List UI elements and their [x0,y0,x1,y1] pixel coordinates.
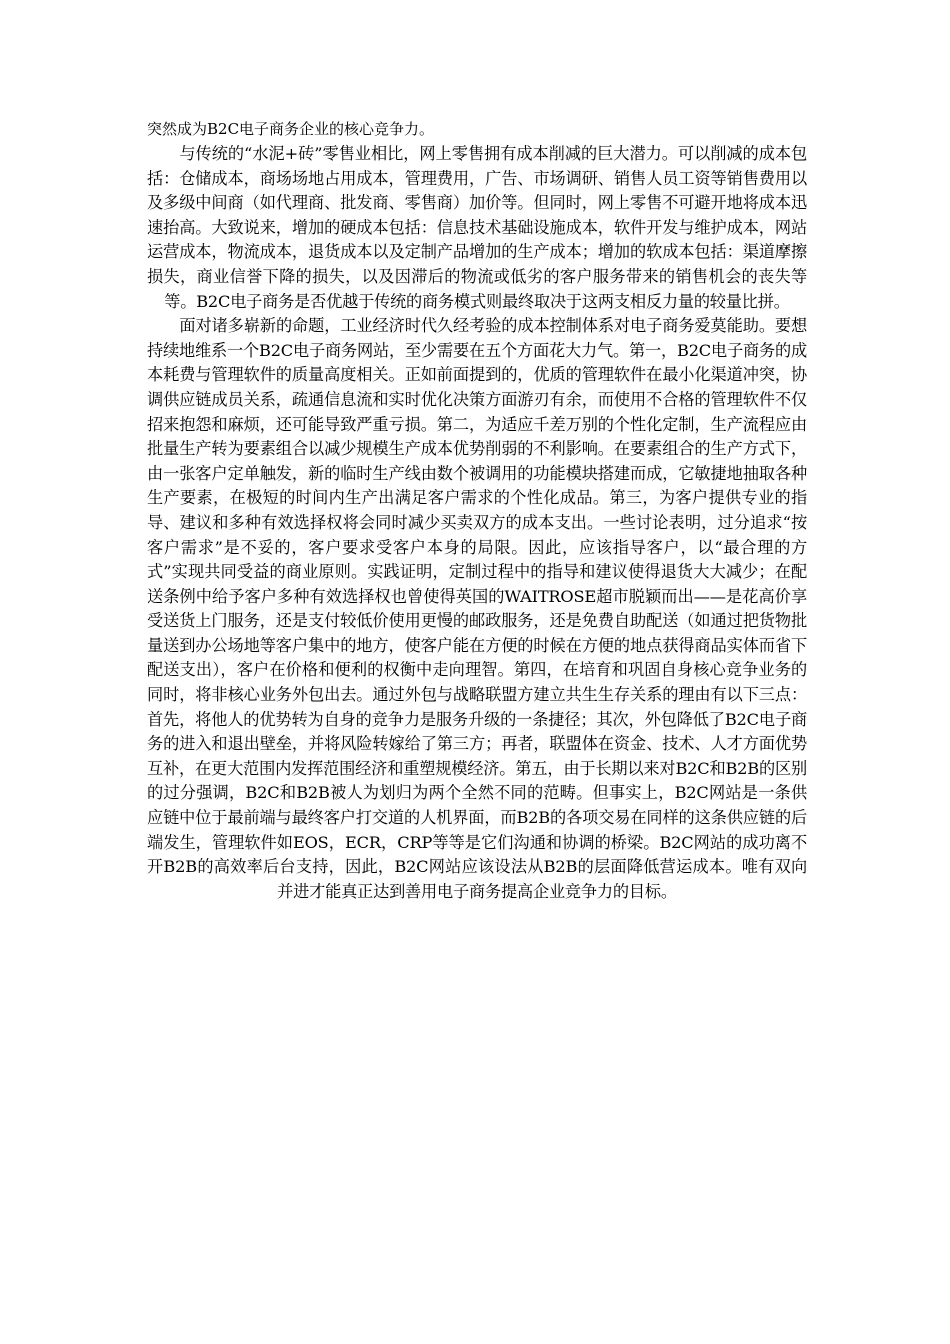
continued-line: 突然成为B2C电子商务企业的核心竞争力。 [147,120,435,138]
paragraph-cost-comparison: 与传统的“水泥+砖”零售业相比，网上零售拥有成本削减的巨大潜力。可以削减的成本包括：仓储成本，商场场地占用成本，管理费用，广告、市场调研、销售人员工资等销售费用以及多级中间商（如代理商、批发商、零售商）加价等。但同时，网上零售不可避开地将成本迅速抬高。大致说来，增加的硬成本包括：信息技术基础设施成本，软件开发与维护成本，网站运营成本，物流成本，退货成本以及定制产品增加的生产成本；增加的软成本包括：渠道摩擦损失，商业信誉下降的损失，以及因滞后的物流或低劣的客户服务带来的销售机会的丧失等等。B2C电子商务是否优越于传统的商务模式则最终取决于这两支相反力量的较量比拼。 [147,144,807,311]
document-page [147,118,807,904]
paragraph-cost-control: 面对诸多崭新的命题，工业经济时代久经考验的成本控制体系对电子商务爱莫能助。要想持续地维系一个B2C电子商务网站，至少需要在五个方面花大力气。第一，B2C电子商务的成本耗费与管理软件的质量高度相关。正如前面提到的，优质的管理软件在最小化渠道冲突，协调供应链成员关系，疏通信息流和实时优化决策方面游刃有余，而使用不合格的管理软件不仅招来抱怨和麻烦，还可能导致严重亏损。第二，为适应千差万别的个性化定制，生产流程应由批量生产转为要素组合以减少规模生产成本优势削弱的不利影响。在要素组合的生产方式下，由一张客户定单触发，新的临时生产线由数个被调用的功能模块搭建而成，它敏捷地抽取各种生产要素，在极短的时间内生产出满足客户需求的个性化成品。第三，为客户提供专业的指导、建议和多种有效选择权将会同时减少买卖双方的成本支出。一些讨论表明，过分追求“按客户需求”是不妥的，客户要求受客户本身的局限。因此，应该指导客户，以“最合理的方式”实现共同受益的商业原则。实践证明，定制过程中的指导和建议使得退货大大减少；在配送条例中给予客户多种有效选择权也曾使得英国的WAITROSE超市脱颖而出——是花高价享受送货上门服务，还是支付较低价使用更慢的邮政服务，还是免费自助配送（如通过把货物批量送到办公场地等客户集中的地方，使客户能在方便的时候在方便的地点获得商品实体而省下配送支出），客户在价格和便利的权衡中走向理智。第四，在培育和巩固自身核心竞争业务的同时，将非核心业务外包出去。通过外包与战略联盟方建立共生生存关系的理由有以下三点：首先，将他人的优势转为自身的竞争力是服务升级的一条捷径；其次，外包降低了B2C电子商务的进入和退出壁垒，并将风险转嫁给了第三方；再者，联盟体在资金、技术、人才方面优势互补，在更大范围内发挥范围经济和重塑规模经济。第五，由于长期以来对B2C和B2B的区别的过分强调，B2C和B2B被人为划归为两个全然不同的范畴。但事实上，B2C网站是一条供应链中位于最前端与最终客户打交道的人机界面，而B2B的各项交易在同样的这条供应链的后端发生，管理软件如EOS，ECR，CRP等等是它们沟通和协调的桥梁。B2C网站的成功离不开B2B的高效率后台支持，因此，B2C网站应该设法从B2B的层面降低营运成本。唯有双向并进才能真正达到善用电子商务提高企业竞争力的目标。 [147,316,807,901]
